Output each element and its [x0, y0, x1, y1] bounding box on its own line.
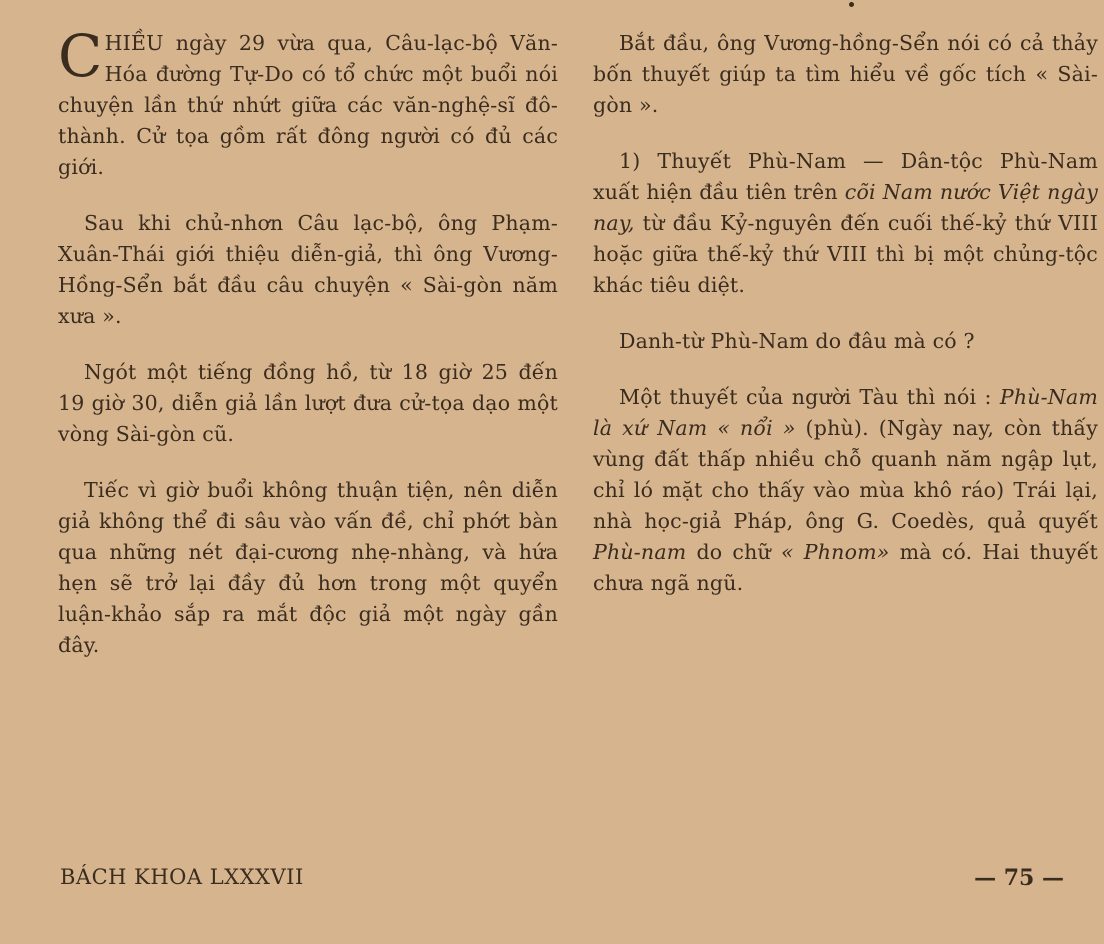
text-segment: do chữ [686, 540, 781, 564]
italic-segment: Phù-Nam là xứ Nam « nổi » [593, 385, 1098, 440]
paragraph-chinese-theory [593, 382, 1098, 599]
paragraph-intro [58, 22, 558, 183]
drop-cap: C [58, 22, 103, 90]
text-segment: mà có. Hai thuyết chưa ngã ngũ. [593, 540, 1098, 595]
journal-footer: BÁCH KHOA LXXXVII [60, 865, 304, 889]
page-mark [849, 2, 854, 7]
page-number: — 75 — [974, 865, 1064, 891]
text-segment: Một thuyết của người Tàu thì nói : [619, 385, 1000, 409]
paragraph-regret: Tiếc vì giờ buổi không thuận tiện, nên diễn giả không thể đi sâu vào vấn đề, chỉ phớt bàn qua những nét đại-cương nhẹ-nhàng, và hứa hẹn sẽ trở lại đầy đủ hơn trong một quyển luận-khảo sắp ra mắt độc giả một ngày gần đây. [58, 478, 558, 657]
right-column [593, 28, 1098, 624]
italic-segment: cõi Nam nước Việt ngày nay, [593, 180, 1098, 235]
italic-segment: Phù-nam [593, 540, 687, 564]
text-segment: (phù). (Ngày nay, còn thấy vùng đất thấp nhiều chỗ quanh năm ngập lụt, chỉ ló mặt cho thấy vào mùa khô ráo) Trái lại, nhà học-giả Pháp, ông G. Coedès, quả quyết [593, 416, 1098, 533]
paragraph-four-theories: Bắt đầu, ông Vương-hồng-Sển nói có cả thảy bốn thuyết giúp ta tìm hiểu về gốc tích « Sài-gòn ». [593, 31, 1098, 117]
paragraph-introduction-speaker: Sau khi chủ-nhơn Câu lạc-bộ, ông Phạm-Xuân-Thái giới thiệu diễn-giả, thì ông Vương-Hồng-Sển bắt đầu câu chuyện « Sài-gòn năm xưa ». [58, 211, 558, 328]
text-segment: từ đầu Kỷ-nguyên đến cuối thế-kỷ thứ VIII hoặc giữa thế-kỷ thứ VIII thì bị một chủng-tộc khác tiêu diệt. [593, 211, 1098, 297]
paragraph-intro-text: HIỀU ngày 29 vừa qua, Câu-lạc-bộ Văn-Hóa đường Tự-Do có tổ chức một buổi nói chuyện lần thứ nhứt giữa các văn-nghệ-sĩ đô-thành. Cử tọa gồm rất đông người có đủ các giới. [58, 31, 558, 179]
paragraph-question: Danh-từ Phù-Nam do đâu mà có ? [619, 329, 975, 353]
left-column [58, 22, 558, 686]
paragraph-phu-nam-theory [593, 146, 1098, 301]
italic-segment: « Phnom» [780, 540, 890, 564]
paragraph-duration: Ngót một tiếng đồng hồ, từ 18 giờ 25 đến 19 giờ 30, diễn giả lần lượt đưa cử-tọa dạo một vòng Sài-gòn cũ. [58, 360, 558, 446]
text-segment: 1) Thuyết Phù-Nam — Dân-tộc Phù-Nam xuất hiện đầu tiên trên [593, 149, 1098, 204]
